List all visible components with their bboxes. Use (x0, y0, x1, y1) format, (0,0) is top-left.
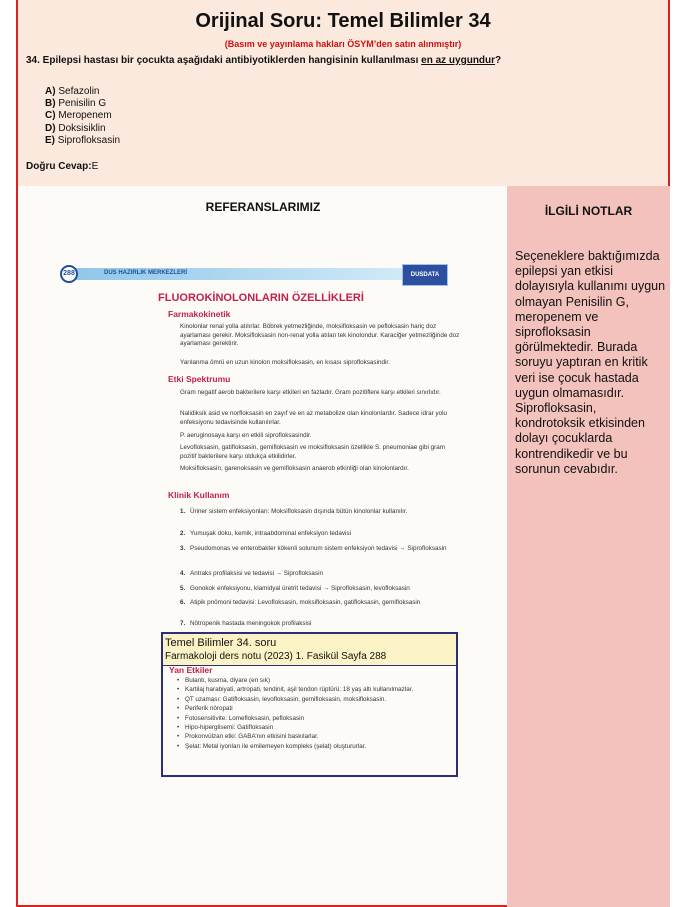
list-item: 4. Antraks profilaksisi ve tedavisi → Siprofloksasin (180, 570, 323, 577)
list-item: 5. Gonokok enfeksiyonu, klamidyal üretrit tedavisi → Siprofloksasin, levofloksasin (180, 585, 410, 592)
notes-title: İLGİLİ NOTLAR (544, 204, 633, 218)
list-item: • Hipo-hiperglisemi: Gatifloksasin (177, 723, 453, 732)
question-text (26, 55, 666, 66)
etki-p4: Levofloksasin, gatifloksasin, gemifloksasin ve moksifloksasin özellikle S. pneumoniae gibi gram pozitif bakterilere karşı oldukça etkilidirler. (180, 444, 445, 460)
notes-panel (507, 186, 670, 907)
textbook-heading: FLUOROKİNOLONLARIN ÖZELLİKLERİ (158, 292, 364, 304)
caption-question: Temel Bilimler 34. soru (165, 637, 277, 649)
list-item: 3. Pseudomonas ve enterobakter kökenli solunum sistem enfeksiyon tedavisi → Siprofloksasin (180, 545, 447, 552)
page-number: 288 (60, 265, 78, 283)
answer-value: E (91, 161, 99, 172)
caption-source: Farmakoloji ders notu (2023) 1. Fasikül Sayfa 288 (165, 651, 387, 662)
list-item: • Fotosensitivite: Lomefloksasin, pefloksasin (177, 714, 453, 723)
farmakokinetik-p1: Kinolonlar renal yolla atılırlar. Böbrek yetmezliğinde, moksifloksasin ve pefloksasin hariç doz ayarlaması gerekir. Moksifloksasin non-renal yolla atılan tek kinolondur. Karaciğer yetmezliğinde doz ayarlaması gerektirir. (180, 323, 460, 348)
list-item: 6. Atipik pnömoni tedavisi: Levofloksasin, moksifloksasin, gatifloksasin, gemifloksasin (180, 599, 421, 606)
correct-answer (26, 161, 98, 172)
answer-options (45, 86, 120, 147)
etki-p2: Nalidiksik asid ve norfloksasin en zayıf ve en az metabolize olan kinolonlardır. Sadece idrar yolu enfeksiyonu tedavisinde kullanılırlar. (180, 410, 448, 426)
etki-p1: Gram negatif aerob bakterilere karşı etkileri en fazladır. Gram pozitiflere karşı etkileri sınırlıdır. (180, 389, 441, 396)
reference-caption-box (161, 632, 458, 777)
question-section (18, 0, 668, 186)
etki-p5: Moksifloksasin, garenoksasin ve gemifloksasin anaerob etkinliği olan kinolonlardır. (180, 465, 409, 472)
farmakokinetik-p2: Yarılanma ömrü en uzun kinolon moksifloksasin, en kısası siprofloksasindir. (180, 359, 390, 366)
option-c: C) Meropenem (45, 110, 112, 122)
list-item: • Şelat: Metal iyonları ile emilemeyen kompleks (şelat) oluştururlar. (177, 742, 453, 751)
question-prefix: 34. Epilepsi hastası bir çocukta aşağıdaki antibiyotiklerden hangisinin kullanılması (26, 55, 422, 66)
question-suffix: ? (495, 55, 502, 66)
list-item: • Kartilaj harabiyati, artropati, tendinit, aşil tendon rüptürü: 18 yaş altı kullanılmazlar. (177, 685, 453, 694)
option-d: D) Doksisiklin (45, 122, 106, 134)
section-klinik-kullanim: Klinik Kullanım (168, 490, 230, 500)
list-item: 7. Nötropenik hastada meningokok profilaksisi (180, 620, 312, 627)
list-item: • Prokonvülzan etki: GABA’nın etkisini baskılarlar. (177, 732, 453, 741)
list-item: 2. Yumuşak doku, kemik, intraabdominal enfeksiyon tedavisi (180, 530, 352, 537)
page-title: Orijinal Soru: Temel Bilimler 34 (195, 10, 491, 32)
option-a: A) Sefazolin (45, 86, 100, 97)
section-farmakokinetik: Farmakokinetik (168, 309, 231, 319)
list-item: 1. Üriner sistem enfeksiyonları: Moksifloksasin dışında bütün kinolonlar kullanılır. (180, 508, 408, 515)
answer-label: Doğru Cevap: (26, 161, 92, 172)
dusdata-logo: DUSDATA (402, 264, 448, 286)
option-e: E) Siprofloksasin (45, 134, 121, 146)
caption-highlight (163, 634, 456, 666)
list-item: • Bulantı, kusma, diyare (en sık) (177, 676, 453, 685)
textbook-bar-title: DUS HAZIRLIK MERKEZLERİ (104, 270, 187, 276)
question-emphasis: en az uygundur (421, 55, 496, 66)
page-frame (16, 0, 670, 907)
etki-p3: P. aeruginosaya karşı en etkili siprofloksasindir. (180, 432, 312, 439)
notes-text: Seçeneklere baktığımızda epilepsi yan etkisi dolayısıyla kullanımı uygun olmayan Penisilin G, meropenem ve siprofloksasin görülmektedir. Burada soruyu yaptıran en kritik veri ise çocuk hastada uygun olmamasıdır. Siprofloksasin, kondrotoksik etkisinden dolayı çocuklarda kontrendikedir ve bu sorunun cevabıdır. (515, 249, 666, 476)
option-b: B) Penisilin G (45, 98, 107, 110)
list-item: • Periferik nöropati (177, 704, 453, 713)
side-effects-list (177, 676, 453, 751)
rights-notice: (Basım ve yayınlama hakları ÖSYM’den satın alınmıştır) (224, 39, 462, 49)
references-header: REFERANSLARIMIZ (205, 200, 321, 214)
list-item: • QT uzaması: Gatifloksasin, levofloksasin, gemifloksasin, moksifloksasin. (177, 695, 453, 704)
section-yan-etkiler: Yan Etkiler (169, 665, 213, 675)
section-etki-spektrumu: Etki Spektrumu (168, 374, 231, 384)
